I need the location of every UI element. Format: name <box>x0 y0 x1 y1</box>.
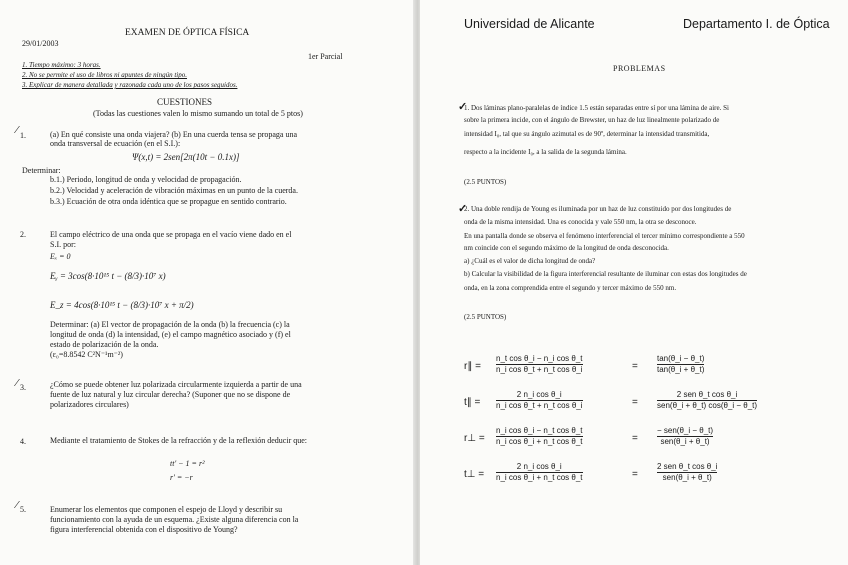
p1-line-3: intensidad I₀, tal que su ángulo azimutal es de 90º, determinar la intensidad transmitida, <box>464 130 710 138</box>
t-parallel-label: t∥ = <box>464 397 481 408</box>
q1-equation: Ψ(x,t) = 2sen[2π(10t − 0.1x)] <box>132 152 240 162</box>
handwritten-mark-p1: ✓ <box>458 101 468 113</box>
t-perp-equals: = <box>632 469 638 480</box>
p2-line-4: nm coincide con el segundo máximo de la longitud de onda desconocida. <box>464 244 669 252</box>
p2-line-6: b) Calcular la visibilidad de la figura interferencial resultante de iluminar con estas dos longitudes de <box>464 270 747 278</box>
q1-determinar: Determinar: <box>22 166 61 175</box>
p1-line-4: respecto a la incidente I₀, a la salida de la segunda lámina. <box>464 148 627 156</box>
q2-line-2: S.I. por: <box>50 240 76 249</box>
t-parallel-den-1: n_i cos θ_t + n_t cos θ_i <box>496 401 583 410</box>
q1-item-1: b.1.) Periodo, longitud de onda y velocidad de propagación. <box>50 175 242 184</box>
r-parallel-fraction-2 <box>657 354 704 375</box>
q5-line-3: figura interferencial obtenida con el dispositivo de Young? <box>50 525 238 534</box>
exam-date: 29/01/2003 <box>22 39 59 48</box>
q4-line: Mediante el tratamiento de Stokes de la refracción y de la reflexión deducir que: <box>50 436 308 445</box>
q5-number: 5. <box>20 505 26 514</box>
q3-line-1: ¿Cómo se puede obtener luz polarizada circularmente izquierda a partir de una <box>50 380 302 389</box>
university-name: Universidad de Alicante <box>464 17 595 31</box>
right-page <box>420 0 848 565</box>
t-perp-num-1: 2 n_i cos θ_i <box>516 462 562 471</box>
q2-det-3: estado de polarización de la onda. <box>50 340 159 349</box>
r-parallel-den-2: tan(θ_i + θ_t) <box>657 365 705 374</box>
r-parallel-den-1: n_i cos θ_t + n_t cos θ_i <box>496 365 583 374</box>
rule-1: 1. Tiempo máximo: 3 horas. <box>22 61 101 69</box>
r-parallel-label: r∥ = <box>464 361 481 372</box>
q1-item-3: b.3.) Ecuación de otra onda idéntica que se propague en sentido contrario. <box>50 197 287 206</box>
cuestiones-subtitle: (Todas las cuestiones valen lo mismo sumando un total de 5 ptos) <box>93 109 303 118</box>
p2-line-5: a) ¿Cuál es el valor de dicha longitud de onda? <box>464 257 596 265</box>
q4-eq-2: r' = −r <box>170 473 193 482</box>
handwritten-mark-3: ⁄ <box>16 377 18 389</box>
r-parallel-equals: = <box>632 361 638 372</box>
q3-number: 3. <box>20 383 26 392</box>
r-perp-fraction-2 <box>657 426 713 447</box>
parcial-label: 1er Parcial <box>308 52 343 61</box>
t-parallel-num-1: 2 n_i cos θ_i <box>516 390 562 399</box>
t-perp-den-2: sen(θ_i + θ_t) <box>662 473 712 482</box>
handwritten-mark-5: ⁄ <box>16 499 18 511</box>
t-perp-den-1: n_i cos θ_i + n_t cos θ_t <box>496 473 583 482</box>
q2-eq-z: E_z = 4cos(8·10¹⁵ t − (8/3)·10⁷ x + π/2) <box>50 300 194 310</box>
q4-number: 4. <box>20 437 26 446</box>
t-perp-label: t⊥ = <box>464 469 485 480</box>
t-parallel-num-2: 2 sen θ_t cos θ_i <box>676 390 738 399</box>
t-parallel-fraction-1 <box>496 390 583 411</box>
r-perp-den-1: n_i cos θ_i + n_t cos θ_t <box>496 437 583 446</box>
t-perp-fraction-1 <box>496 462 583 483</box>
t-perp-num-2: 2 sen θ_t cos θ_i <box>657 462 718 471</box>
r-perp-num-2: − sen(θ_i − θ_t) <box>657 426 714 435</box>
p2-line-1: 2. Una doble rendija de Young es iluminada por un haz de luz constituido por dos longitudes de <box>464 205 732 213</box>
p2-line-2: onda de la misma intensidad. Una es conocida y vale 550 nm, la otra se desconoce. <box>464 218 697 226</box>
r-perp-fraction-1 <box>496 426 583 447</box>
q2-number: 2. <box>20 230 26 239</box>
q3-line-3: polarizadores circulares) <box>50 400 129 409</box>
rule-2: 2. No se permite el uso de libros ni apuntes de ningún tipo. <box>22 71 188 79</box>
q2-det-1: Determinar: (a) El vector de propagación de la onda (b) la frecuencia (c) la <box>50 320 290 329</box>
q2-eq-y: Eᵧ = 3cos(8·10¹⁵ t − (8/3)·10⁷ x) <box>50 271 166 281</box>
t-parallel-fraction-2 <box>657 390 757 411</box>
q1-line-2: onda transversal de ecuación (en el S.I.): <box>50 139 181 148</box>
p2-line-3: En una pantalla donde se observa el fenómeno interferencial el tercer mínimo correspondiente a 550 <box>464 232 745 240</box>
problemas-title: PROBLEMAS <box>613 64 666 73</box>
p1-line-2: sobre la primera incide, con el ángulo de Brewster, un haz de luz linealmente polarizado de <box>464 116 720 124</box>
q2-det-2: longitud de onda (d) la intensidad, (e) el campo magnético asociado y (f) el <box>50 330 291 339</box>
q1-number: 1. <box>20 131 26 140</box>
q1-item-2: b.2.) Velocidad y aceleración de vibración máximas en un punto de la cuerda. <box>50 186 298 195</box>
cuestiones-title: CUESTIONES <box>157 97 213 107</box>
r-parallel-fraction-1 <box>496 354 583 375</box>
handwritten-mark-1: ⁄ <box>16 124 18 136</box>
q5-line-2: funcionamiento con la ayuda de un esquema. ¿Existe alguna diferencia con la <box>50 515 299 524</box>
q2-eq-x: Eₓ = 0 <box>50 252 71 261</box>
p2-line-7: onda, en la zona comprendida entre el segundo y tercer máximo de 550 nm. <box>464 284 677 292</box>
rule-3: 3. Explicar de manera detallada y razonada cada uno de los pasos seguidos. <box>22 81 238 89</box>
q1-line-1: (a) En qué consiste una onda viajera? (b) En una cuerda tensa se propaga una <box>50 130 298 139</box>
q4-eq-1: tt' − 1 = r² <box>170 459 205 468</box>
p1-line-1: 1. Dos láminas plano-paralelas de índice 1.5 están separadas entre sí por una lámina de aire. Si <box>464 104 729 112</box>
exam-title: EXAMEN DE ÓPTICA FÍSICA <box>125 28 250 38</box>
r-perp-den-2: sen(θ_i + θ_t) <box>660 437 710 446</box>
p1-points: (2.5 PUNTOS) <box>464 178 507 186</box>
t-perp-fraction-2 <box>657 462 717 483</box>
q2-det-4: (ε₀=8.8542 C²N⁻¹m⁻²) <box>50 350 123 359</box>
handwritten-mark-p2: ✓ <box>458 203 468 215</box>
t-parallel-equals: = <box>632 397 638 408</box>
r-perp-num-1: n_i cos θ_i − n_t cos θ_t <box>496 426 583 435</box>
r-parallel-num-1: n_t cos θ_i − n_i cos θ_t <box>496 354 583 363</box>
q2-line-1: El campo eléctrico de una onda que se propaga en el vacío viene dado en el <box>50 230 292 239</box>
t-parallel-den-2: sen(θ_i + θ_t) cos(θ_i − θ_t) <box>657 401 758 410</box>
q3-line-2: fuente de luz natural y luz circular derecha? (Suponer que no se dispone de <box>50 390 291 399</box>
q5-line-1: Enumerar los elementos que componen el espejo de Lloyd y describir su <box>50 505 283 514</box>
r-parallel-num-2: tan(θ_i − θ_t) <box>657 354 705 363</box>
p2-points: (2.5 PUNTOS) <box>464 313 507 321</box>
r-perp-label: r⊥ = <box>464 433 485 444</box>
left-page <box>0 0 415 565</box>
department-name: Departamento I. de Óptica <box>683 17 830 31</box>
r-perp-equals: = <box>632 433 638 444</box>
